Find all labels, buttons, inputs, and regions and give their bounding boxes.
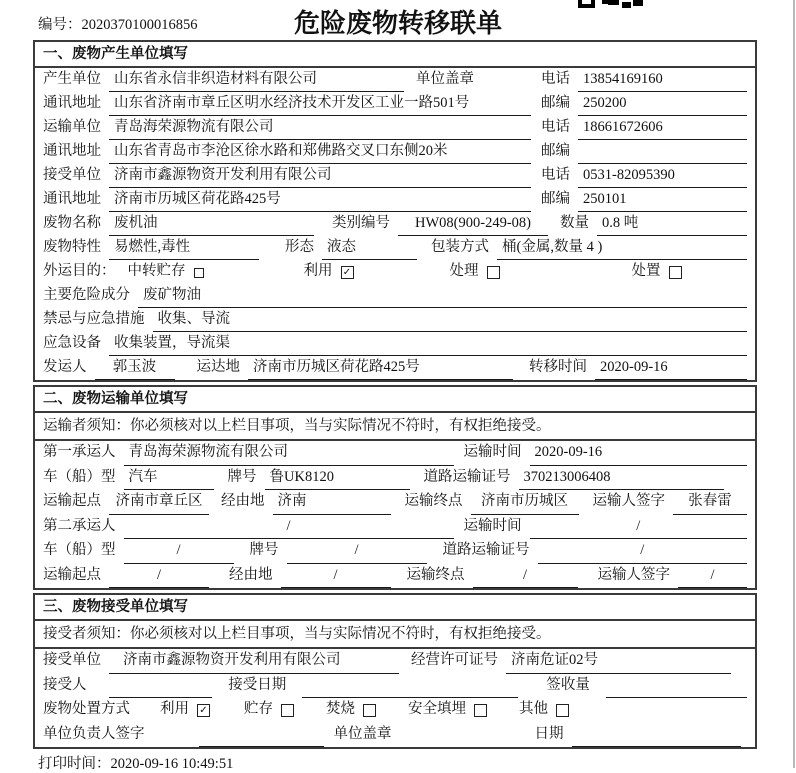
transporter-row <box>35 116 755 140</box>
route2-row <box>35 564 755 589</box>
road-license1-value: 370213006408 <box>519 466 724 491</box>
taboo-measures-row <box>35 308 755 332</box>
disposal-label: 废物处置方式 <box>43 701 130 717</box>
zip-value: 250200 <box>578 92 747 116</box>
date-value <box>572 723 742 748</box>
phone-value: 0531-82095390 <box>578 164 747 188</box>
option-utilize-label: 利用 <box>303 263 333 279</box>
receiver-zip-group <box>541 188 747 212</box>
road-license2-value: / <box>538 539 748 564</box>
destination-label: 运达地 <box>196 359 240 375</box>
option-store-label: 贮存 <box>244 701 273 717</box>
hazard-value: 废矿物油 <box>138 284 747 308</box>
head-sign-label: 单位负责人签字 <box>43 725 145 742</box>
section-receiver-title: 三、废物接受单位填写 <box>35 595 755 621</box>
page-title: 危险废物转移联单 <box>293 9 502 38</box>
section-transport-title: 二、废物运输单位填写 <box>35 387 755 413</box>
head-signature-row <box>35 723 755 748</box>
origin1-value: 济南市章丘区 <box>109 490 209 515</box>
taboo-value: 收集、导流 <box>153 308 748 332</box>
address-label: 通讯地址 <box>43 191 101 207</box>
origin2-label: 运输起点 <box>43 566 101 583</box>
received-qty-value <box>606 674 747 699</box>
receiver-label: 接受单位 <box>43 167 101 183</box>
plate2-label: 牌号 <box>249 542 279 558</box>
header <box>0 0 796 40</box>
serial-label: 编号： <box>38 17 82 33</box>
option-treat-label: 处理 <box>449 263 479 279</box>
form-label: 形态 <box>285 239 314 255</box>
acceptor-label: 接受人 <box>43 676 87 693</box>
page-edge-line <box>793 0 795 768</box>
checkbox-dispose <box>669 266 682 279</box>
checkbox-incinerate <box>363 704 376 717</box>
checkbox-utilize: ✓ <box>197 704 210 717</box>
acceptor-row <box>35 674 755 699</box>
option-other-label: 其他 <box>519 701 548 717</box>
accept-unit-label: 接受单位 <box>43 652 101 668</box>
receiver-row <box>35 164 755 188</box>
permit-value: 济南危证02号 <box>506 649 731 674</box>
option-utilize-label: 利用 <box>160 701 189 717</box>
section-transport <box>33 385 757 590</box>
checkbox-treat <box>487 266 500 279</box>
option-landfill-label: 安全填埋 <box>408 701 466 717</box>
equipment-value: 收集装置，导流渠 <box>109 332 747 356</box>
first-carrier-row <box>35 441 755 466</box>
transport-time1-label: 运输时间 <box>463 444 522 460</box>
accept-unit-value: 济南市鑫源物资开发利用有限公司 <box>109 649 399 674</box>
character-value: 易燃性,毒性 <box>109 236 259 260</box>
date-label: 日期 <box>534 725 564 742</box>
phone-label: 电话 <box>541 167 570 183</box>
checkbox-transfer-storage <box>194 268 204 278</box>
address-value: 山东省济南市章丘区明水经济技术开发区工业一路501号 <box>109 92 531 116</box>
phone-value: 13854169160 <box>578 68 747 92</box>
transport-notice: 运输者须知：你必须核对以上栏目事项，当与实际情况不符时，有权拒绝接受。 <box>35 413 755 441</box>
accept-date-value <box>302 674 518 699</box>
shipper-value: 郭玉波 <box>95 356 175 380</box>
transfer-date-label: 转移时间 <box>529 359 587 375</box>
end2-label: 运输终点 <box>406 566 465 583</box>
head-sign-value <box>199 723 324 748</box>
serial-number: 2020370100016856 <box>81 17 198 33</box>
producer-phone-group <box>541 68 747 92</box>
transport-time2-value: / <box>530 515 748 540</box>
end1-value: 济南市历城区 <box>471 490 579 515</box>
transporter-value: 青岛海荣源物流有限公司 <box>109 116 531 140</box>
accept-unit-row <box>35 649 755 674</box>
waste-name-value: 废机油 <box>109 212 314 236</box>
transporter-address-row <box>35 140 755 164</box>
producer-row <box>35 68 755 92</box>
print-time-label: 打印时间： <box>38 756 111 772</box>
carrier2-value: / <box>124 515 454 540</box>
form-value: 液态 <box>322 236 417 260</box>
shipper-label: 发运人 <box>43 359 87 375</box>
vehicle1-row <box>35 466 755 491</box>
vehicle2-label: 车（船）型 <box>43 542 116 558</box>
zip-label: 邮编 <box>541 191 570 207</box>
producer-value: 山东省永信非织造材料有限公司 <box>109 68 404 92</box>
phone-label: 电话 <box>541 71 570 87</box>
transporter-zip-group <box>541 140 747 164</box>
sign2-label: 运输人签字 <box>597 566 670 583</box>
waste-character-row <box>35 236 755 260</box>
purpose-row <box>35 260 755 284</box>
checkbox-landfill <box>474 704 487 717</box>
quantity-value: 0.8 吨 <box>597 212 747 236</box>
option-incinerate-label: 焚烧 <box>326 701 355 717</box>
character-label: 废物特性 <box>43 239 101 255</box>
vehicle1-label: 车（船）型 <box>43 468 116 485</box>
waste-name-label: 废物名称 <box>43 215 101 231</box>
transport-time1-value: 2020-09-16 <box>530 441 748 466</box>
road-license2-label: 道路运输证号 <box>442 542 530 558</box>
transporter-label: 运输单位 <box>43 119 101 135</box>
vehicle2-value: / <box>124 539 234 564</box>
receiver-address-row <box>35 188 755 212</box>
second-carrier-row <box>35 515 755 540</box>
receiver-phone-group <box>541 164 747 188</box>
serial-number-line <box>38 13 198 34</box>
via2-label: 经由地 <box>229 566 273 583</box>
acceptor-value <box>109 674 213 699</box>
origin2-value: / <box>109 564 209 589</box>
taboo-label: 禁忌与应急措施 <box>43 311 145 327</box>
option-dispose-label: 处置 <box>631 263 661 279</box>
carrier2-label: 第二承运人 <box>43 517 116 534</box>
destination-value: 济南市历城区荷花路425号 <box>248 356 513 380</box>
print-time-value: 2020-09-16 10:49:51 <box>110 756 234 772</box>
plate1-label: 牌号 <box>227 468 257 485</box>
emergency-equipment-row <box>35 332 755 356</box>
zip-label: 邮编 <box>541 95 570 111</box>
zip-value <box>578 140 747 164</box>
receiver-value: 济南市鑫源物资开发利用有限公司 <box>109 164 531 188</box>
route1-row <box>35 490 755 515</box>
received-qty-label: 签收量 <box>546 676 590 693</box>
checkbox-utilize: ✓ <box>341 266 354 279</box>
carrier1-label: 第一承运人 <box>43 444 116 460</box>
print-time-line <box>38 752 796 773</box>
producer-address-row <box>35 92 755 116</box>
hazard-component-row <box>35 284 755 308</box>
producer-zip-group <box>541 92 747 116</box>
end2-value: / <box>473 564 578 589</box>
packing-label: 包装方式 <box>431 239 489 255</box>
zip-label: 邮编 <box>541 143 570 159</box>
address-label: 通讯地址 <box>43 143 101 159</box>
packing-value: 桶(金属,数量 4 ) <box>497 236 747 260</box>
disposal-method-row <box>35 698 755 723</box>
transport-time2-label: 运输时间 <box>463 517 522 534</box>
permit-label: 经营许可证号 <box>411 652 498 668</box>
vehicle1-value: 汽车 <box>124 466 214 491</box>
via1-label: 经由地 <box>221 493 265 509</box>
address-value: 山东省青岛市李沧区徐水路和郑佛路交叉口东侧20米 <box>109 140 531 164</box>
sign2-value: / <box>678 564 747 589</box>
phone-value: 18661672606 <box>578 116 747 140</box>
sign1-label: 运输人签字 <box>592 493 665 509</box>
section-producer <box>33 40 757 382</box>
producer-label: 产生单位 <box>43 71 101 87</box>
vehicle2-row <box>35 539 755 564</box>
receiver-notice: 接受者须知：你必须核对以上栏目事项，当与实际情况不符时，有权拒绝接受。 <box>35 621 755 649</box>
transporter-phone-group <box>541 116 747 140</box>
shipper-row <box>35 356 755 380</box>
via1-value: 济南 <box>273 490 391 515</box>
equipment-label: 应急设备 <box>43 335 101 351</box>
end1-label: 运输终点 <box>404 493 463 509</box>
unit-seal-label: 单位盖章 <box>416 71 474 87</box>
section-producer-title: 一、废物产生单位填写 <box>35 42 755 68</box>
checkbox-store <box>281 704 294 717</box>
section-receiver <box>33 593 757 749</box>
plate2-value: / <box>287 539 427 564</box>
purpose-label: 外运目的： <box>43 263 116 279</box>
option-transfer-storage-label: 中转贮存 <box>127 263 186 279</box>
via2-value: / <box>281 564 391 589</box>
waste-name-row <box>35 212 755 236</box>
quantity-label: 数量 <box>560 215 589 231</box>
transfer-date-value: 2020-09-16 <box>595 356 747 380</box>
phone-label: 电话 <box>541 119 570 135</box>
unit-seal-label: 单位盖章 <box>333 725 392 742</box>
road-license1-label: 道路运输证号 <box>423 468 511 485</box>
hazard-label: 主要危险成分 <box>43 287 130 303</box>
carrier1-value: 青岛海荣源物流有限公司 <box>124 441 454 466</box>
accept-date-label: 接受日期 <box>228 676 287 693</box>
checkbox-other <box>556 704 569 717</box>
plate1-value: 鲁UK8120 <box>265 466 410 491</box>
sign1-value: 张春雷 <box>673 490 747 515</box>
address-label: 通讯地址 <box>43 95 101 111</box>
category-value: HW08(900-249-08) <box>398 212 548 236</box>
zip-value: 250101 <box>578 188 747 212</box>
category-label: 类别编号 <box>332 215 390 231</box>
address-value: 济南市历城区荷花路425号 <box>109 188 531 212</box>
origin1-label: 运输起点 <box>43 493 101 509</box>
